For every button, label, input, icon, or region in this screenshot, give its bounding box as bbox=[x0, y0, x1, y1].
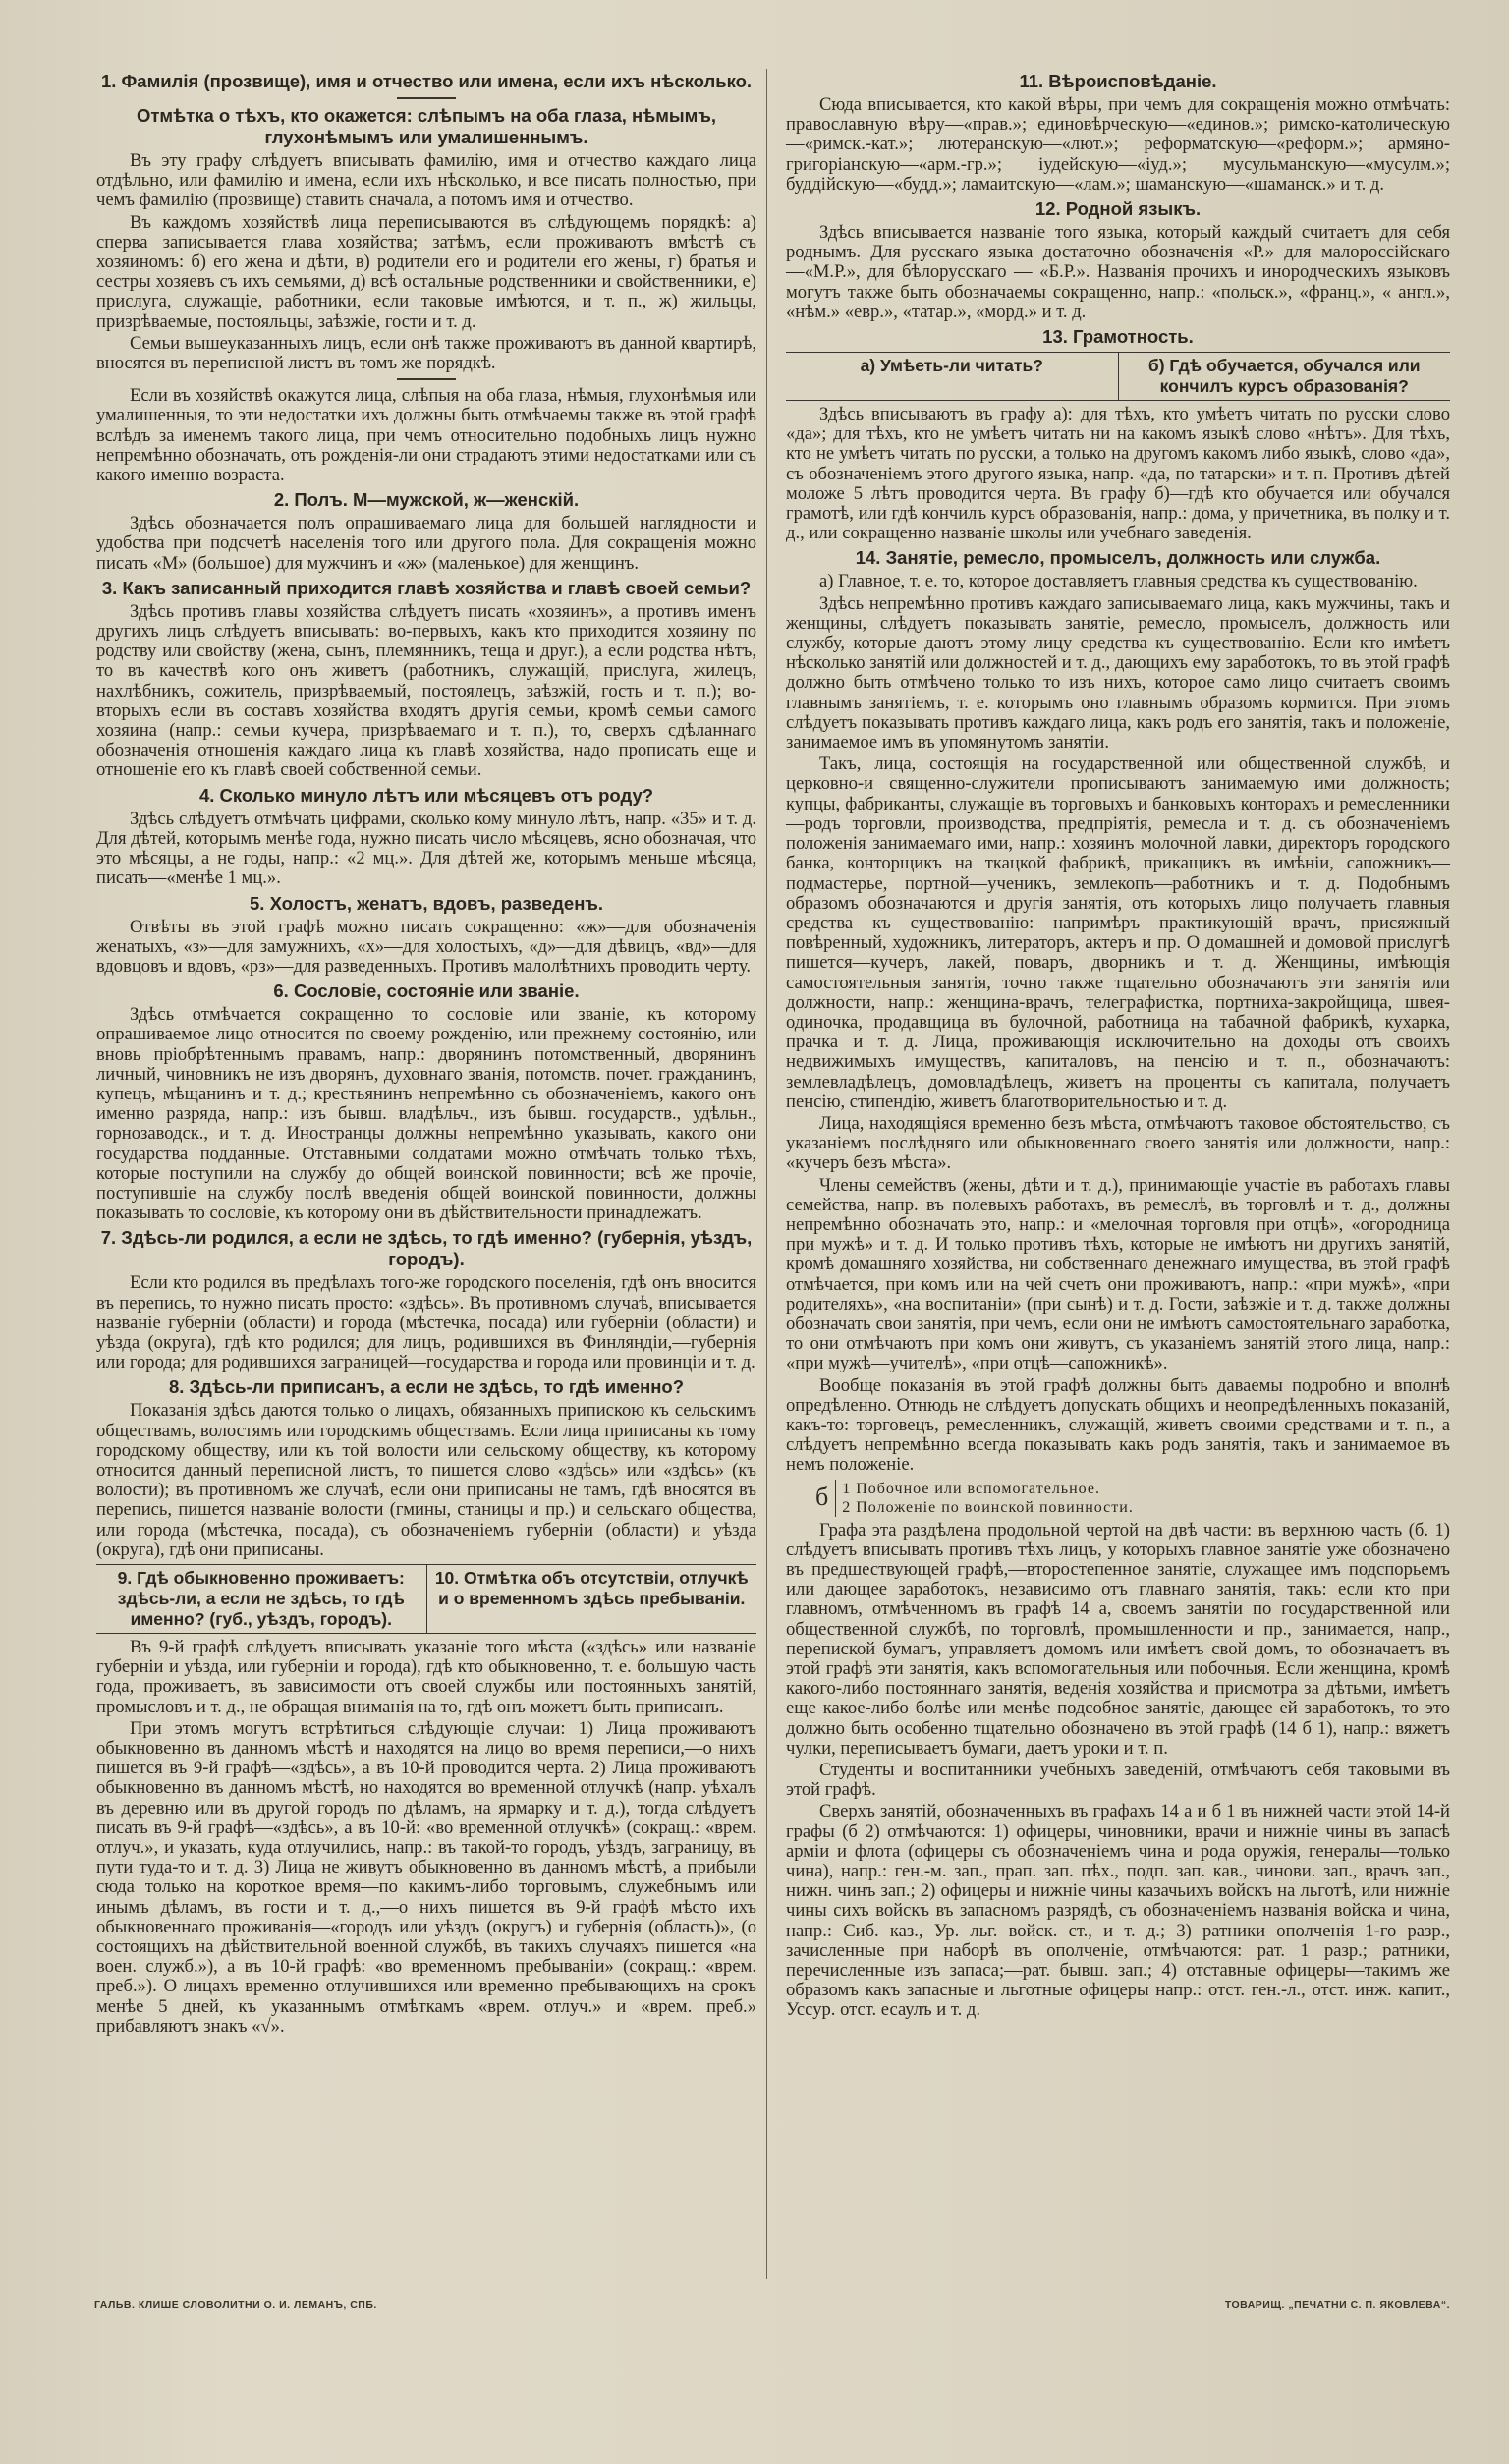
section-heading: 3. Какъ записанный приходится главѣ хозяйства и главѣ своей семьи? bbox=[101, 577, 752, 598]
paragraph: Такъ, лица, состоящія на государственной или общественной службѣ, и церковно-и священно-служители прописываютъ занимаемую ими должность; купцы, фабриканты, служащіе въ торговыхъ и банковыхъ конторахъ и ремесленники—родъ торговли, производства, предпріятія, ремесла и т. д. съ обозначеніемъ положенія занимаемаго ими, напр.: хозяинъ молочной лавки, директоръ городского банка, конторщикъ на ткацкой фабрикѣ, прикащикъ въ имѣніи, сапожникъ—подмастерье, портной—ученикъ, землекопъ—работникъ и т. д. Подобнымъ образомъ обозначаются и другія занятія, отъ которыхъ лицо получаетъ главныя средства къ существованію: напримѣръ практикующій врачъ, присяжный повѣренный, художникъ, литераторъ, актеръ и пр. О домашней и домовой прислугѣ пишется—кучеръ, лакей, поваръ, дворникъ и т. д. Женщины, имѣющія самостоятельныя занятія, точно также тщательно обозначаютъ эти занятія или должности, напр.: женщина-врачъ, телеграфистка, портниха-закройщица, швея-одиночка, продавщица въ булочной, работница на табачной фабрикѣ, кухарка, прачка и т. д. Лица, проживающія исключительно на доходы отъ своихъ недвижимыхъ имуществъ, капиталовъ, на пенсію и т. п., обозначаютъ: землевладѣлецъ, домовладѣлецъ, живетъ на проценты съ капитала, получаетъ пенсію, стипендію, живетъ благотворительностью и т. д. bbox=[786, 754, 1450, 1112]
subcolumn-heading bbox=[815, 1480, 1450, 1517]
split-heading-left: а) Умѣеть-ли читать? bbox=[860, 356, 1043, 376]
section-heading: 4. Сколько минуло лѣтъ или мѣсяцевъ отъ роду? bbox=[198, 784, 654, 806]
section-heading: 7. Здѣсь-ли родился, а если не здѣсь, то гдѣ именно? (губернія, уѣздъ, городъ). bbox=[100, 1227, 753, 1270]
paragraph: Студенты и воспитанники учебныхъ заведеній, отмѣчаютъ себя таковыми въ этой графѣ. bbox=[786, 1760, 1450, 1801]
split-heading bbox=[96, 1564, 756, 1634]
split-heading-right: б) Гдѣ обучается, обучался или кончилъ курсъ образованія? bbox=[1118, 353, 1451, 400]
paragraph: Здѣсь противъ главы хозяйства слѣдуетъ писать «хозяинъ», а противъ именъ другихъ лицъ слѣдуетъ вписывать: во-первыхъ, какъ кто приходится хозяину по родству или свойству (жена, сынъ, племянникъ, теща и друг.), а если родства нѣтъ, то въ качествѣ кого онъ живетъ (работникъ, служащій, прислуга, жилецъ, нахлѣбникъ, сожитель, призрѣваемый, постоялецъ, заѣзжій, гость и т. п.); во-вторыхъ если въ составъ хозяйства входятъ другія семьи, кромѣ семьи самого хозяина (напр.: семьи кучера, призрѣваемаго и т. п.), то, сверхъ сдѣланнаго обозначенія отношенія каждаго лица къ главѣ хозяйства, надо прописать еще и отношеніе его къ главѣ своей собственной семьи. bbox=[96, 600, 756, 781]
paragraph: Если въ хозяйствѣ окажутся лица, слѣпыя на оба глаза, нѣмыя, глухонѣмыя или умалишенныя, то эти недостатки ихъ должны быть отмѣчаемы также въ этой графѣ вслѣдъ за именемъ такого лица, при чемъ относительно подобныхъ лицъ нужно непремѣнно обозначать, отъ рожденія-ли они страдаютъ этими недостатками или съ какого именно возраста. bbox=[96, 385, 756, 486]
split-heading bbox=[786, 352, 1450, 401]
paragraph: Если кто родился въ предѣлахъ того-же городского поселенія, гдѣ онъ вносится въ перепись, то нужно писать просто: «здѣсь». Въ противномъ случаѣ, вписывается названіе губерніи (области) и города (мѣстечка, посада) или губерніи (области) и уѣзда (округа), гдѣ кто родился; для лицъ, родившихся въ Финляндіи,—губернія или города; для родившихся заграницей—государства и города или провинціи и т. д. bbox=[96, 1272, 756, 1373]
paragraph: Здѣсь вписываютъ въ графу а): для тѣхъ, кто умѣетъ читать по русски слово «да»; для тѣхъ, кто не умѣетъ читать ни на какомъ языкѣ слово «нѣтъ». Для тѣхъ, кто не умѣетъ читать по русски, а только на другомъ какомъ либо языкѣ, слово «да», съ обозначеніемъ этого другого языка, напр. «да, по татарски» и т. п. Противъ дѣтей моложе 5 лѣтъ проводится черта. Въ графу б)—гдѣ кто обучается или обучался грамотѣ, или гдѣ кончилъ курсъ образованія, напр.: дома, у причетника, въ полку и т. д., или сокращенно названіе школы или учебнаго заведенія. bbox=[786, 404, 1450, 544]
section-heading: 11. Вѣроисповѣданіе. bbox=[1019, 71, 1217, 91]
subcolumn-line-1: 1 Побочное или вспомогательное. bbox=[835, 1480, 1134, 1498]
section-heading: 1. Фамилія (прозвище), имя и отчество или имена, если ихъ нѣсколько. bbox=[100, 71, 753, 91]
paragraph: Семьи вышеуказанныхъ лицъ, если онѣ также проживаютъ въ данной квартирѣ, вносятся въ переписной листъ въ томъ же порядкѣ. bbox=[96, 332, 756, 374]
section-heading: 6. Сословіе, состояніе или званіе. bbox=[273, 980, 580, 1002]
split-heading-right: 10. Отмѣтка объ отсутствіи, отлучкѣ и о временномъ здѣсь пребываніи. bbox=[426, 1565, 757, 1633]
paragraph: Въ каждомъ хозяйствѣ лица переписываются въ слѣдующемъ порядкѣ: а) сперва записывается глава хозяйства; затѣмъ, если проживаютъ вмѣстѣ съ хозяиномъ: б) его жена и дѣти, в) родители его и родители его жены, г) братья и сестры хозяевъ съ ихъ семьями, д) всѣ остальные родственники и свойственники, е) прислуга, служащіе, работники, если таковые имѣются, и т. п., ж) жильцы, призрѣваемые, постояльцы, заѣзжіе, гости и т. д. bbox=[96, 211, 756, 332]
paragraph: а) Главное, т. е. то, которое доставляетъ главныя средства къ существованію. bbox=[819, 571, 1418, 592]
section-heading: 14. Занятіе, ремесло, промыселъ, должность или служба. bbox=[855, 547, 1381, 569]
section-heading: 2. Полъ. М—мужской, ж—женскій. bbox=[273, 489, 580, 511]
left-column bbox=[96, 67, 756, 2039]
paragraph: Вообще показанія въ этой графѣ должны быть даваемы подробно и вполнѣ опредѣленно. Отнюдь не слѣдуетъ допускать общихъ и неопредѣленныхъ показаній, какъ-то: торговецъ, ремесленникъ, служащій, живетъ своими средствами и т. п., а слѣдуетъ непремѣнно всегда показывать какъ родъ занятія, такъ и занимаемое въ немъ положеніе. bbox=[786, 1374, 1450, 1476]
column-divider bbox=[766, 69, 767, 2279]
paragraph: Графа эта раздѣлена продольной чертой на двѣ части: въ верхнюю часть (б. 1) слѣдуетъ вписывать противъ тѣхъ лицъ, у которыхъ главное занятіе уже обозначено въ предшествующей графѣ,—второстепенное занятіе, служащее имъ подспорьемъ или дающее заработокъ, независимо отъ главнаго занятія, такъ: если кто при главномъ, отмѣченномъ въ графѣ 14 а, своемъ занятіи по государственной или общественной службѣ, по торговлѣ, промышленности и пр., занимается, напр., перепиской бумагъ, управляетъ домомъ или имѣетъ свой домъ, то обозначаетъ въ этой графѣ эти занятія, какъ вспомогательныя или побочныя. Если женщина, кромѣ какого-либо постояннаго занятія, веденія хозяйства и присмотра за дѣтьми, имѣетъ еще какое-либо болѣе или менѣе подсобное занятіе, дающее ей заработокъ, то это должно быть особенно тщательно обозначено въ этой графѣ (14 б 1), напр.: вяжетъ чулки, переписываетъ бумаги, даетъ уроки и т. п. bbox=[786, 1519, 1450, 1759]
subcolumn-letter: б bbox=[815, 1483, 830, 1512]
section-heading: 5. Холостъ, женатъ, вдовъ, разведенъ. bbox=[250, 892, 603, 914]
paragraph: Сверхъ занятій, обозначенныхъ въ графахъ 14 а и б 1 въ нижней части этой 14-й графы (б 2) отмѣчаются: 1) офицеры, чиновники, врачи и нижніе чины въ запасѣ арміи и флота (офицеры съ обозначеніемъ чина и рода оружія, генералы—только чина), напр.: ген.-м. зап., прап. зап. пѣх., подп. зап. кав., чинови. зап., врачъ зап., нижн. чинъ зап.; 2) офицеры и нижніе чины казачьихъ войскъ на льготѣ, или нижніе чины сихъ войскъ въ запасномъ разрядѣ, съ обозначеніемъ названія войска и чина, напр.: Сиб. каз., Ур. льг. войск. ст., и т. д.; 3) ратники ополченія 1-го разр., зачисленные при наборѣ въ ополченіе, отмѣчаются: рат. 1 разр.; ратники, перечисленные изъ запаса;—рат. бывш. зап.; 4) отставные офицеры—такимъ же образомъ какъ запасные и льготные офицеры напр.: отст. ген.-л., отст. инж. капит., Уссур. отст. есаулъ и т. д. bbox=[786, 1801, 1450, 2021]
paragraph: Здѣсь отмѣчается сокращенно то сословіе или званіе, къ которому опрашиваемое лицо относится по своему рожденію, или прежнему состоянію, или вновь пріобрѣтеннымъ правамъ, напр.: дворянинъ потомственный, дворянинъ личный, чиновникъ не изъ дворянъ, духовнаго званія, потомств. почет. гражданинъ, купецъ, мѣщанинъ и т. д.; крестьянинъ непремѣнно съ обозначеніемъ, какого онъ именно разряда, напр.: изъ бывш. владѣльч., изъ бывш. государств., удѣльн., горнозаводск., и т. д. Иностранцы должны непремѣнно указывать, какого они государства подданные. Отставными солдатами можно отмѣчать только тѣхъ, которые поступили на службу до общей воинской повинности; всѣ же прочіе, поступившіе на службу послѣ введенія общей воинской повинности, должны показывать то сословіе, къ которому они въ дѣйствительности принадлежатъ. bbox=[96, 1004, 756, 1224]
subcolumn-lines bbox=[835, 1480, 1134, 1517]
paragraph: При этомъ могутъ встрѣтиться слѣдующіе случаи: 1) Лица проживаютъ обыкновенно въ данномъ мѣстѣ и находятся на лицо во время переписи,—о нихъ пишется въ 9-й графѣ—«здѣсь», а въ 10-й проводится черта. 2) Лица проживаютъ обыкновенно въ данномъ мѣстѣ, но находятся во временной отлучкѣ (напр. уѣхалъ въ деревню или въ другой городъ по дѣламъ, на ярмарку и т. д.), тогда слѣдуетъ писать въ 9-й графѣ—«здѣсь», а въ 10-й: «во временной отлучкѣ» (сокращ.: «врем. отлуч.», и указать, куда отлучились, напр.: въ такой-то городъ, уѣздъ, заграницу, въ пути туда-то и т. д. 3) Лица не живутъ обыкновенно въ данномъ мѣстѣ, а прибыли сюда только на короткое время—по какимъ-либо торговымъ, служебнымъ или инымъ дѣламъ, въ гости и т. д.,—о нихъ пишется въ 9-й графѣ мѣсто ихъ обыкновеннаго проживанія—«городъ или уѣздъ (округъ) и губернія (область)», (о состоящихъ на дѣйствительной военной службѣ, въ такихъ случаяхъ пишется «на воен. служб.»), а въ 10-й графѣ: «во временномъ пребываніи» (сокращ.: «врем. преб.»). О лицахъ временно отлучившихся или временно пребывающихъ на срокъ менѣе 5 дней, къ указаннымъ отмѣткамъ «врем. отлуч.» и «врем. преб.» прибавляютъ знакъ «√». bbox=[96, 1717, 756, 2037]
paragraph: Здѣсь вписывается названіе того языка, который каждый считаетъ для себя роднымъ. Для русскаго языка достаточно обозначенія «Р.» для малороссійскаго—«М.Р.», для бѣлорусскаго — «Б.Р.». Названія прочихъ и инородческихъ языковъ могутъ также быть обозначаемы сокращенно, напр.: «польск.», «франц.», « англ.», «нѣм.» «евр.», «татар.», «морд.» и т. д. bbox=[786, 222, 1450, 322]
paragraph: Въ 9-й графѣ слѣдуетъ вписывать указаніе того мѣста («здѣсь» или названіе губерніи и уѣзда, или губерніи и города), гдѣ кто обыкновенно, т. е. большую часть года, проживаетъ, въ зависимости отъ своей службы или постоянныхъ занятій, промысловъ и т. д., не обращая вниманія на то, гдѣ онъ можетъ быть приписанъ. bbox=[96, 1636, 756, 1717]
paragraph: Показанія здѣсь даются только о лицахъ, обязанныхъ припискою къ сельскимъ обществамъ, волостямъ или городскимъ обществамъ. Если лица приписаны къ тому городскому обществу, или къ той волости или сельскому обществу, къ которому относится данный переписной листъ, то пишется слово «здѣсь» или «здѣсь» (къ волости); въ противномъ же случаѣ, если они приписаны не тамъ, гдѣ вносятся въ перепись, пишется названіе волости (гмины, станицы и пр.) и сельскаго общества, или города (мѣстечка, посада), съ обозначеніемъ губерніи (области) и уѣзда (округа), гдѣ они приписаны. bbox=[96, 1400, 756, 1560]
paragraph: Здѣсь обозначается полъ опрашиваемаго лица для большей наглядности и удобства при подсчетѣ населенія того или другого пола. Для сокращенія можно писать «М» (большое) для мужчинъ и «ж» (маленькое) для женщинъ. bbox=[96, 513, 756, 574]
separator-rule bbox=[397, 97, 456, 99]
paragraph: Здѣсь непремѣнно противъ каждаго записываемаго лица, какъ мужчины, такъ и женщины, слѣдуетъ показывать занятіе, ремесло, промыселъ, должность или службу, которые даютъ этому лицу средства къ существованію. Если кто имѣетъ нѣсколько занятій или должностей и т. д., дающихъ ему заработокъ, то въ этой графѣ должно быть отмѣчено только то изъ нихъ, которое само лицо считаетъ своимъ главнымъ занятіемъ, т. е. которымъ оно главнымъ образомъ кормится. При этомъ слѣдуетъ показывать противъ каждаго лица, какъ родъ его занятія, такъ и положеніе, занимаемое имъ въ упомянутомъ занятіи. bbox=[786, 592, 1450, 754]
separator-rule bbox=[397, 378, 456, 380]
section-heading: Отмѣтка о тѣхъ, кто окажется: слѣпымъ на оба глаза, нѣмымъ, глухонѣмымъ или умалишеннымъ. bbox=[136, 105, 716, 147]
printer-credit-right: ТОВАРИЩ. „ПЕЧАТНИ С. П. ЯКОВЛЕВА“. bbox=[1224, 2299, 1450, 2311]
paragraph: Въ эту графу слѣдуетъ вписывать фамилію, имя и отчество каждаго лица отдѣльно, или фамилію и имена, если ихъ нѣсколько, и все писать полностью, при чемъ фамилію (прозвище) ставить сначала, а потомъ имя и отчество. bbox=[96, 150, 756, 211]
section-heading: 12. Родной языкъ. bbox=[1034, 198, 1202, 220]
paragraph: Сюда вписывается, кто какой вѣры, при чемъ для сокращенія можно отмѣчать: православную вѣру—«прав.»; единовѣрческую—«единов.»; римско-католическую—«римск.-кат.»; лютеранскую—«лют.»; реформатскую—«реформ.»; армяно-григоріанскую—«арм.-гр.»; іудейскую—«іуд.»; мусульманскую—«мусулм.»; буддійскую—«будд.»; ламаитскую—«лам.»; шаманскую—«шаманск.» и т. д. bbox=[786, 94, 1450, 195]
paragraph: Члены семействъ (жены, дѣти и т. д.), принимающіе участіе въ работахъ главы семейства, напр. въ полевыхъ работахъ, въ ремеслѣ, въ торговлѣ и т. д., должны непремѣнно обозначать это, напр.: и «мелочная торговля при отцѣ», «огородница при мужѣ» и т. д. И только противъ тѣхъ, которые не имѣютъ ни другихъ занятій, кромѣ домашняго хозяйства, ни собственнаго денежнаго имущества, въ этой графѣ отмѣчается, при комъ или на чей счетъ они проживаютъ, напр.: «при мужѣ», «при родителяхъ», «на воспитаніи» (при сынѣ) и т. д. Гости, заѣзжіе и т. д. также должны обозначать свои занятія, при чемъ, если они не имѣютъ самостоятельнаго заработка, то они отмѣчаютъ при комъ они живутъ, съ указаніемъ занятій этого лица, напр.: «при мужѣ—учителѣ», «при отцѣ—сапожникѣ». bbox=[786, 1174, 1450, 1374]
section-heading: 13. Грамотность. bbox=[1042, 326, 1194, 348]
right-column bbox=[786, 67, 1450, 2023]
subcolumn-line-2: 2 Положеніе по воинской повинности. bbox=[835, 1498, 1134, 1517]
paragraph: Здѣсь слѣдуетъ отмѣчать цифрами, сколько кому минуло лѣтъ, напр. «35» и т. д. Для дѣтей, которымъ менѣе года, нужно писать число мѣсяцевъ, ясно обозначая, что это мѣсяцы, а не годы, напр.: «2 мц.». Для дѣтей же, которымъ меньше мѣсяца, писать—«менѣе 1 мц.». bbox=[96, 808, 756, 889]
paragraph: Отвѣты въ этой графѣ можно писать сокращенно: «ж»—для обозначенія женатыхъ, «з»—для замужнихъ, «х»—для холостыхъ, «д»—для дѣвицъ, «вд»—для вдовцовъ и вдовъ, «рз»—для разведенныхъ. Противъ малолѣтнихъ проводить черту. bbox=[96, 916, 756, 977]
split-heading-left: 9. Гдѣ обыкновенно проживаетъ: здѣсь-ли, а если не здѣсь, то гдѣ именно? (губ., уѣздъ, городъ). bbox=[117, 1567, 405, 1629]
paragraph: Лица, находящіяся временно безъ мѣста, отмѣчаютъ таковое обстоятельство, съ указаніемъ послѣдняго или обыкновеннаго своего занятія или должности, напр.: «кучеръ безъ мѣста». bbox=[786, 1112, 1450, 1174]
section-heading: 8. Здѣсь-ли приписанъ, а если не здѣсь, то гдѣ именно? bbox=[168, 1376, 685, 1398]
printer-credit-left: ГАЛЬВ. КЛИШЕ СЛОВОЛИТНИ О. И. ЛЕМАНЪ, СПБ. bbox=[94, 2299, 377, 2311]
